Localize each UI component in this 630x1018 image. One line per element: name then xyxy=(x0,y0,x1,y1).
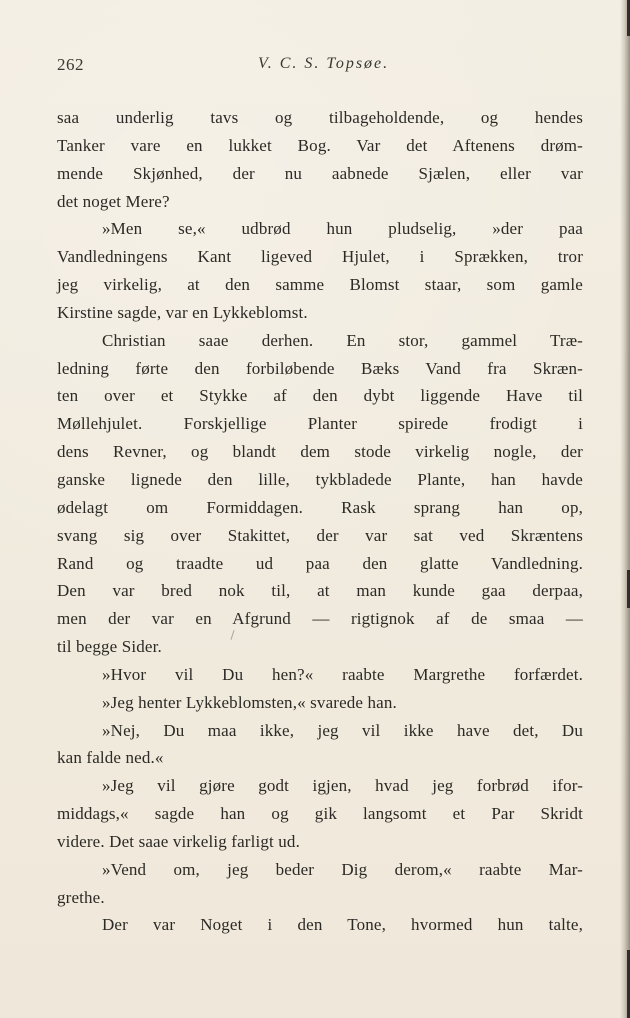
page-edge-shadow xyxy=(620,0,630,1018)
text-line: ten over et Stykke af den dybt liggende Have til xyxy=(57,386,583,406)
text-line: jeg virkelig, at den samme Blomst staar, som gamle xyxy=(57,275,583,295)
text-line: Vandledningens Kant ligeved Hjulet, i Sprækken, tror xyxy=(57,247,583,267)
text-line: det noget Mere? xyxy=(57,191,170,211)
text-line: ledning førte den forbiløbende Bæks Vand fra Skræn- xyxy=(57,358,583,378)
text-line: grethe. xyxy=(57,887,105,907)
text-line: saa underlig tavs og tilbageholdende, og hendes xyxy=(57,108,583,127)
text-line: ødelagt om Formiddagen. Rask sprang han op, xyxy=(57,497,583,517)
text-line: »Hvor vil Du hen?« raabte Margrethe forfærdet. xyxy=(102,664,583,684)
text-line: Tanker vare en lukket Bog. Var det Aftenens drøm- xyxy=(57,135,583,155)
text-line: »Jeg vil gjøre godt igjen, hvad jeg forbrød ifor- xyxy=(102,776,583,796)
text-line: middags,« sagde han og gik langsomt et Par Skridt xyxy=(57,804,583,824)
text-line: Christian saae derhen. En stor, gammel Træ- xyxy=(102,330,583,350)
running-head: V. C. S. Topsøe. xyxy=(258,55,390,72)
text-line: Kirstine sagde, var en Lykkeblomst. xyxy=(57,302,308,322)
text-line: dens Revner, og blandt dem stode virkelig nogle, der xyxy=(57,442,583,462)
page-number: 262 xyxy=(57,55,84,74)
text-line: Møllehjulet. Forskjellige Planter spirede frodigt i xyxy=(57,414,583,434)
text-line: Den var bred nok til, at man kunde gaa derpaa, xyxy=(57,581,583,601)
page-header xyxy=(57,55,583,83)
text-line: mende Skjønhed, der nu aabnede Sjælen, eller var xyxy=(57,163,583,183)
text-line: »Men se,« udbrød hun pludselig, »der paa xyxy=(102,219,583,239)
text-line: »Nej, Du maa ikke, jeg vil ikke have det, Du xyxy=(102,720,583,740)
text-line: kan falde ned.« xyxy=(57,748,164,768)
text-line: men der var en Afgrund — rigtignok af de smaa — xyxy=(57,609,583,629)
text-line: »Jeg henter Lykkeblomsten,« svarede han. xyxy=(102,692,397,712)
text-line: »Vend om, jeg beder Dig derom,« raabte Mar- xyxy=(102,859,583,879)
text-line: Der var Noget i den Tone, hvormed hun talte, xyxy=(102,915,583,935)
text-line: til begge Sider. xyxy=(57,637,162,657)
text-line: videre. Det saae virkelig farligt ud. xyxy=(57,831,300,851)
body-text xyxy=(57,104,583,939)
text-line: svang sig over Stakittet, der var sat ved Skræntens xyxy=(57,525,583,545)
text-line: Rand og traadte ud paa den glatte Vandledning. xyxy=(57,553,583,573)
text-line: ganske lignede den lille, tykbladede Plante, han havde xyxy=(57,469,583,489)
